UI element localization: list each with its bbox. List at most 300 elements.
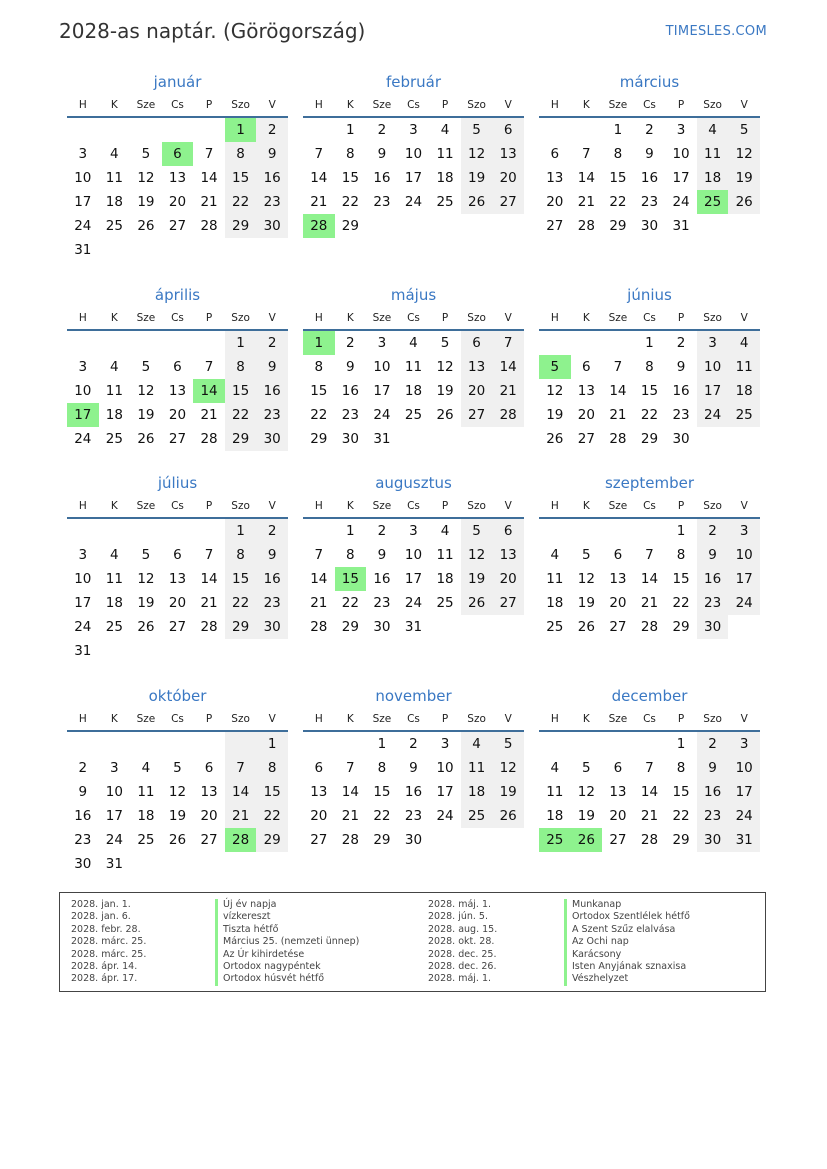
- weekday-label: Cs: [407, 713, 420, 725]
- empty-day-cell: [130, 331, 162, 355]
- day-cell: 21: [492, 379, 524, 403]
- day-cell: 15: [225, 166, 257, 190]
- day-cell: 6: [492, 118, 524, 142]
- day-cell: 12: [461, 543, 493, 567]
- day-cell: 14: [310, 170, 328, 186]
- weekday-label: Szo: [231, 713, 250, 725]
- holiday-day-cell: 15: [335, 567, 367, 591]
- day-cell: 2: [409, 736, 418, 752]
- day-cell: 7: [645, 547, 654, 563]
- legend-date: 2028. jan. 1.: [71, 899, 131, 910]
- weekday-label: Sze: [608, 312, 628, 324]
- day-cell: 18: [436, 170, 454, 186]
- empty-day-cell: [461, 615, 493, 639]
- weekday-label: H: [550, 312, 559, 324]
- day-cell: 10: [728, 543, 760, 567]
- day-cell: 14: [200, 170, 218, 186]
- day-cell: 2: [676, 335, 686, 351]
- empty-day-cell: [571, 118, 603, 142]
- day-cell: 27: [168, 619, 187, 635]
- day-cell: 24: [672, 194, 690, 210]
- day-grid: [67, 732, 288, 876]
- holiday-legend: [59, 892, 766, 992]
- day-cell: 24: [74, 431, 92, 447]
- day-cell: 14: [577, 170, 595, 186]
- weekday-label: H: [78, 312, 87, 324]
- empty-day-cell: [335, 732, 367, 756]
- empty-day-cell: [130, 238, 162, 262]
- day-cell: 3: [377, 335, 387, 351]
- legend-date: 2028. dec. 25.: [428, 948, 497, 960]
- day-cell: 5: [461, 118, 493, 142]
- weekday-label: Cs: [171, 99, 184, 111]
- day-cell: 30: [404, 832, 423, 848]
- day-cell: 2: [377, 523, 387, 539]
- empty-day-cell: [130, 852, 162, 876]
- weekday-header: [303, 708, 524, 732]
- day-cell: 2: [256, 519, 288, 543]
- day-cell: 14: [609, 383, 627, 399]
- weekday-label: Cs: [407, 312, 420, 324]
- holiday-day-cell: 1: [225, 118, 257, 142]
- day-cell: 12: [492, 756, 524, 780]
- legend-holiday-name: Karácsony: [564, 949, 690, 961]
- legend-date: 2028. aug. 15.: [428, 923, 498, 935]
- day-cell: 8: [377, 760, 387, 776]
- day-cell: 27: [577, 431, 595, 447]
- empty-day-cell: [539, 519, 571, 543]
- weekday-label: Sze: [608, 99, 628, 111]
- day-cell: 6: [461, 331, 493, 355]
- day-cell: 7: [346, 760, 355, 776]
- day-cell: 19: [137, 194, 155, 210]
- day-cell: 24: [404, 595, 423, 611]
- empty-day-cell: [193, 331, 225, 355]
- day-cell: 15: [341, 170, 359, 186]
- month-name: április: [154, 286, 201, 304]
- legend-names-right: [564, 899, 690, 986]
- day-cell: 5: [728, 118, 760, 142]
- day-grid: [539, 732, 760, 852]
- day-cell: 9: [78, 784, 88, 800]
- day-cell: 6: [613, 547, 623, 563]
- month-block: [67, 471, 288, 663]
- day-cell: 19: [728, 166, 760, 190]
- empty-day-cell: [697, 427, 729, 451]
- day-cell: 27: [168, 218, 187, 234]
- weekday-label: Sze: [136, 500, 156, 512]
- day-cell: 19: [436, 383, 454, 399]
- weekday-label: Sze: [608, 500, 628, 512]
- legend-holiday-name: Új év napja: [215, 899, 359, 911]
- month-block: [67, 684, 288, 876]
- day-cell: 24: [373, 407, 391, 423]
- day-cell: 25: [105, 619, 123, 635]
- empty-day-cell: [602, 732, 634, 756]
- day-cell: 20: [200, 808, 218, 824]
- month-name: június: [627, 286, 672, 304]
- day-cell: 1: [225, 519, 257, 543]
- day-cell: 29: [373, 832, 391, 848]
- empty-day-cell: [571, 732, 603, 756]
- empty-day-cell: [99, 519, 131, 543]
- holiday-day-cell: 5: [539, 355, 571, 379]
- day-cell: 29: [609, 218, 627, 234]
- weekday-header: [303, 307, 524, 331]
- empty-day-cell: [728, 615, 760, 639]
- holiday-day-cell: 28: [303, 214, 335, 238]
- legend-date: 2028. ápr. 14.: [71, 960, 138, 972]
- weekday-label: V: [504, 312, 512, 324]
- day-cell: 1: [225, 331, 257, 355]
- day-cell: 11: [105, 170, 123, 186]
- day-grid: [67, 118, 288, 262]
- legend-date: 2028. jún. 5.: [428, 911, 489, 923]
- day-cell: 15: [640, 383, 659, 399]
- day-cell: 9: [256, 355, 288, 379]
- weekday-label: H: [314, 99, 323, 111]
- day-cell: 4: [110, 547, 119, 563]
- day-cell: 23: [697, 591, 729, 615]
- weekday-label: H: [550, 713, 559, 725]
- day-cell: 21: [310, 194, 328, 210]
- day-cell: 26: [137, 431, 155, 447]
- empty-day-cell: [130, 118, 162, 142]
- day-grid: [539, 519, 760, 639]
- day-cell: 25: [546, 619, 564, 635]
- weekday-header: [539, 307, 760, 331]
- day-cell: 16: [373, 170, 391, 186]
- day-cell: 24: [74, 218, 92, 234]
- site-link[interactable]: TIMESLES.COM: [665, 24, 767, 39]
- day-cell: 24: [404, 194, 423, 210]
- day-cell: 7: [204, 547, 214, 563]
- month-name: január: [153, 73, 202, 91]
- day-cell: 23: [256, 190, 288, 214]
- empty-day-cell: [492, 427, 524, 451]
- page-title: 2028-as naptár. (Görögország): [59, 19, 366, 43]
- weekday-label: Cs: [171, 500, 184, 512]
- day-cell: 15: [672, 784, 690, 800]
- day-cell: 21: [609, 407, 627, 423]
- day-cell: 31: [404, 619, 423, 635]
- day-cell: 31: [373, 431, 391, 447]
- legend-holiday-name: Ortodox Szentlélek hétfő: [564, 911, 690, 923]
- day-grid: [539, 331, 760, 451]
- day-cell: 29: [225, 615, 257, 639]
- month-block: [303, 471, 524, 639]
- day-cell: 3: [409, 122, 418, 138]
- weekday-header: [539, 495, 760, 519]
- month-name: október: [148, 687, 207, 705]
- day-cell: 28: [640, 832, 659, 848]
- day-cell: 25: [436, 595, 454, 611]
- weekday-label: Sze: [136, 312, 156, 324]
- day-cell: 9: [377, 547, 387, 563]
- empty-day-cell: [162, 852, 194, 876]
- day-cell: 16: [74, 808, 92, 824]
- empty-day-cell: [571, 519, 603, 543]
- day-cell: 15: [225, 379, 257, 403]
- day-cell: 8: [225, 142, 257, 166]
- weekday-label: Szo: [467, 312, 486, 324]
- day-cell: 7: [613, 359, 623, 375]
- empty-day-cell: [130, 732, 162, 756]
- day-cell: 29: [310, 431, 328, 447]
- empty-day-cell: [193, 732, 225, 756]
- day-cell: 3: [110, 760, 119, 776]
- weekday-label: P: [205, 99, 213, 111]
- weekday-label: P: [677, 99, 685, 111]
- day-cell: 30: [640, 218, 659, 234]
- day-cell: 21: [200, 407, 218, 423]
- day-cell: 2: [697, 732, 729, 756]
- empty-day-cell: [256, 639, 288, 663]
- day-cell: 3: [78, 146, 88, 162]
- day-cell: 18: [137, 808, 155, 824]
- day-cell: 20: [492, 166, 524, 190]
- empty-day-cell: [492, 615, 524, 639]
- day-cell: 24: [728, 591, 760, 615]
- day-cell: 8: [256, 756, 288, 780]
- day-cell: 16: [256, 379, 288, 403]
- weekday-label: Szo: [703, 99, 722, 111]
- legend-holiday-name: Az Úr kihirdetése: [215, 949, 359, 961]
- month-name: július: [157, 474, 198, 492]
- weekday-header: [539, 708, 760, 732]
- day-cell: 25: [404, 407, 423, 423]
- day-cell: 24: [74, 619, 92, 635]
- weekday-label: K: [110, 500, 118, 512]
- legend-holiday-name: Az Ochi nap: [564, 936, 690, 948]
- day-cell: 13: [168, 383, 187, 399]
- empty-day-cell: [225, 639, 257, 663]
- day-cell: 14: [492, 355, 524, 379]
- day-cell: 21: [310, 595, 328, 611]
- weekday-label: H: [78, 99, 87, 111]
- day-cell: 6: [613, 760, 623, 776]
- empty-day-cell: [461, 214, 493, 238]
- empty-day-cell: [256, 852, 288, 876]
- weekday-label: V: [504, 713, 512, 725]
- weekday-label: P: [677, 500, 685, 512]
- day-cell: 12: [137, 383, 155, 399]
- day-cell: 30: [256, 427, 288, 451]
- empty-day-cell: [366, 214, 398, 238]
- day-cell: 17: [404, 170, 423, 186]
- weekday-label: Szo: [231, 99, 250, 111]
- day-cell: 12: [461, 142, 493, 166]
- day-cell: 4: [440, 523, 450, 539]
- legend-date: 2028. márc. 25.: [71, 936, 147, 948]
- day-cell: 1: [676, 523, 686, 539]
- day-cell: 20: [461, 379, 493, 403]
- day-cell: 17: [373, 383, 391, 399]
- day-cell: 10: [697, 355, 729, 379]
- month-name: március: [619, 73, 680, 91]
- empty-day-cell: [193, 238, 225, 262]
- holiday-day-cell: 14: [193, 379, 225, 403]
- day-cell: 4: [110, 146, 119, 162]
- day-cell: 20: [609, 595, 627, 611]
- weekday-label: Szo: [703, 500, 722, 512]
- weekday-label: V: [504, 99, 512, 111]
- day-cell: 30: [256, 214, 288, 238]
- day-cell: 6: [492, 519, 524, 543]
- day-cell: 20: [310, 808, 328, 824]
- day-cell: 13: [577, 383, 595, 399]
- day-cell: 15: [373, 784, 391, 800]
- legend-date: 2028. máj. 1.: [428, 973, 492, 985]
- legend-date: 2028. okt. 28.: [428, 936, 495, 948]
- day-cell: 26: [546, 431, 564, 447]
- day-cell: 30: [373, 619, 391, 635]
- month-block: [303, 684, 524, 852]
- day-cell: 24: [436, 808, 454, 824]
- day-cell: 10: [404, 146, 423, 162]
- day-cell: 1: [613, 122, 623, 138]
- day-cell: 12: [436, 359, 454, 375]
- day-cell: 7: [204, 359, 214, 375]
- day-cell: 11: [404, 359, 423, 375]
- day-cell: 10: [436, 760, 454, 776]
- legend-dates-right: [428, 899, 497, 986]
- month-block: [539, 70, 760, 238]
- weekday-label: V: [268, 713, 276, 725]
- legend-holiday-name: A Szent Szűz elalvása: [564, 924, 690, 936]
- day-cell: 8: [613, 146, 623, 162]
- month-block: [539, 283, 760, 451]
- legend-date: 2028. máj. 1.: [428, 899, 492, 910]
- day-cell: 22: [310, 407, 328, 423]
- day-cell: 7: [645, 760, 654, 776]
- day-cell: 17: [74, 595, 92, 611]
- day-cell: 19: [168, 808, 187, 824]
- day-cell: 19: [577, 595, 595, 611]
- day-cell: 4: [141, 760, 151, 776]
- empty-day-cell: [67, 519, 99, 543]
- day-cell: 28: [577, 218, 595, 234]
- day-cell: 9: [377, 146, 387, 162]
- weekday-label: Szo: [231, 312, 250, 324]
- day-cell: 8: [225, 355, 257, 379]
- day-cell: 19: [461, 166, 493, 190]
- weekday-header: [303, 495, 524, 519]
- empty-day-cell: [225, 852, 257, 876]
- empty-day-cell: [429, 214, 461, 238]
- day-cell: 22: [341, 595, 359, 611]
- empty-day-cell: [193, 852, 225, 876]
- empty-day-cell: [303, 732, 335, 756]
- weekday-label: P: [441, 312, 449, 324]
- day-cell: 30: [341, 431, 359, 447]
- weekday-label: P: [441, 500, 449, 512]
- weekday-label: Sze: [372, 500, 392, 512]
- legend-date: 2028. márc. 25.: [71, 948, 147, 960]
- day-cell: 6: [314, 760, 324, 776]
- day-cell: 30: [256, 615, 288, 639]
- day-cell: 24: [728, 804, 760, 828]
- empty-day-cell: [602, 519, 634, 543]
- month-name: február: [385, 73, 442, 91]
- day-cell: 11: [436, 146, 454, 162]
- day-cell: 3: [440, 736, 450, 752]
- weekday-label: H: [314, 312, 323, 324]
- day-cell: 6: [204, 760, 214, 776]
- legend-names-left: [215, 899, 359, 986]
- empty-day-cell: [99, 732, 131, 756]
- empty-day-cell: [461, 427, 493, 451]
- weekday-label: K: [110, 713, 118, 725]
- day-cell: 20: [609, 808, 627, 824]
- empty-day-cell: [256, 238, 288, 262]
- day-cell: 23: [256, 403, 288, 427]
- weekday-label: K: [346, 312, 354, 324]
- empty-day-cell: [67, 118, 99, 142]
- day-cell: 19: [577, 808, 595, 824]
- weekday-label: Cs: [407, 99, 420, 111]
- day-cell: 21: [577, 194, 595, 210]
- day-cell: 27: [492, 190, 524, 214]
- weekday-label: K: [582, 500, 590, 512]
- day-cell: 18: [728, 379, 760, 403]
- day-cell: 3: [676, 122, 686, 138]
- day-cell: 6: [173, 359, 182, 375]
- weekday-header: [67, 307, 288, 331]
- empty-day-cell: [162, 118, 194, 142]
- day-cell: 2: [377, 122, 387, 138]
- day-cell: 9: [697, 756, 729, 780]
- empty-day-cell: [429, 828, 461, 852]
- day-cell: 28: [310, 619, 328, 635]
- empty-day-cell: [99, 639, 131, 663]
- day-cell: 9: [256, 543, 288, 567]
- day-cell: 28: [609, 431, 627, 447]
- weekday-label: Cs: [407, 500, 420, 512]
- day-cell: 28: [200, 218, 218, 234]
- day-cell: 30: [697, 828, 729, 852]
- empty-day-cell: [634, 732, 666, 756]
- weekday-label: V: [268, 500, 276, 512]
- day-cell: 23: [256, 591, 288, 615]
- empty-day-cell: [162, 639, 194, 663]
- legend-holiday-name: Március 25. (nemzeti ünnep): [215, 936, 359, 948]
- day-cell: 15: [310, 383, 328, 399]
- day-cell: 3: [78, 547, 88, 563]
- day-cell: 13: [609, 571, 627, 587]
- day-cell: 2: [256, 331, 288, 355]
- day-cell: 18: [546, 808, 564, 824]
- day-cell: 18: [105, 595, 123, 611]
- day-cell: 4: [461, 732, 493, 756]
- day-cell: 12: [168, 784, 187, 800]
- weekday-label: Cs: [171, 312, 184, 324]
- day-cell: 25: [105, 431, 123, 447]
- day-cell: 5: [141, 146, 151, 162]
- day-cell: 18: [105, 407, 123, 423]
- weekday-header: [67, 708, 288, 732]
- day-cell: 18: [461, 780, 493, 804]
- day-cell: 11: [546, 784, 564, 800]
- empty-day-cell: [429, 615, 461, 639]
- day-cell: 19: [137, 595, 155, 611]
- legend-date: 2028. ápr. 17.: [71, 973, 138, 985]
- weekday-label: Sze: [372, 99, 392, 111]
- weekday-label: V: [504, 500, 512, 512]
- day-cell: 5: [141, 359, 151, 375]
- day-cell: 9: [645, 146, 654, 162]
- month-block: [303, 70, 524, 238]
